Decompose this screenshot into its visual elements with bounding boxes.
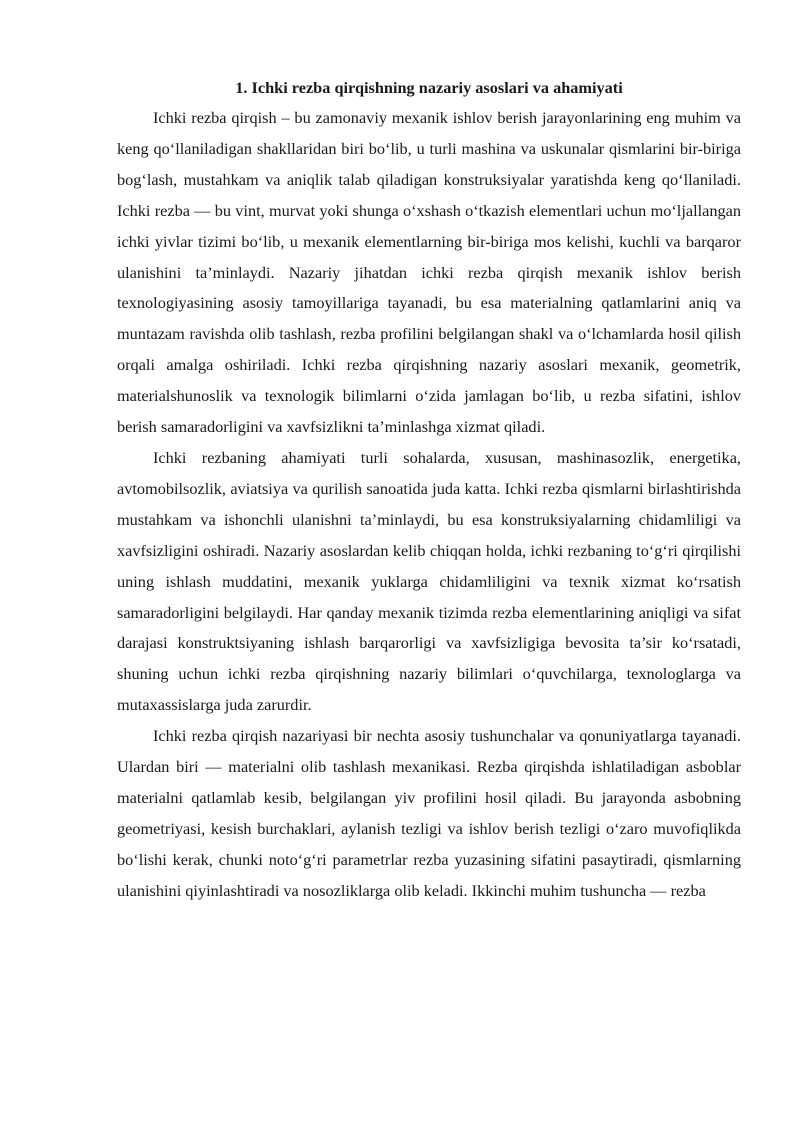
paragraph-1: Ichki rezba qirqish – bu zamonaviy mexanik ishlov berish jarayonlarining eng muhim va keng qo‘llaniladigan shakllaridan biri bo‘lib, u turli mashina va uskunalar qismlarini bir-biriga bog‘lash, mustahkam va aniqlik talab qiladigan konstruksiyalar yaratishda keng qo‘llaniladi. Ichki rezba — bu vint, murvat yoki shunga o‘xshash o‘tkazish elementlari uchun mo‘ljallangan ichki yivlar tizimi bo‘lib, u mexanik elementlarning bir-biriga mos kelishi, kuchli va barqaror ulanishini ta’minlaydi. Nazariy jihatdan ichki rezba qirqish mexanik ishlov berish texnologiyasining asosiy tamoyillariga tayanadi, bu esa materialning qatlamlarini aniq va muntazam ravishda olib tashlash, rezba profilini belgilangan shakl va o‘lchamlarda hosil qilish orqali amalga oshiriladi. Ichki rezba qirqishning nazariy asoslari mexanik, geometrik, materialshunoslik va texnologik bilimlarni o‘zida jamlagan bo‘lib, u rezba sifatini, ishlov berish samaradorligini va xavfsizlikni ta’minlashga xizmat qiladi.	[117, 108, 741, 437]
paragraph-2: Ichki rezbaning ahamiyati turli sohalarda, xususan, mashinasozlik, energetika, avtomobilsozlik, aviatsiya va qurilish sanoatida juda katta. Ichki rezba qismlarni birlashtirishda mustahkam va ishonchli ulanishni ta’minlaydi, bu esa konstruksiyalarning chidamliligi va xavfsizligini oshiradi. Nazariy asoslardan kelib chiqqan holda, ichki rezbaning to‘g‘ri qirqilishi uning ishlash muddatini, mexanik yuklarga chidamliligini va texnik xizmat ko‘rsatish samaradorligini belgilaydi. Har qanday mexanik tizimda rezba elementlarining aniqligi va sifat darajasi konstruktsiyaning ishlash barqarorligi va xavfsizligiga bevosita ta’sir ko‘rsatadi, shuning uchun ichki rezba qirqishning nazariy bilimlari o‘quvchilarga, texnologlarga va mutaxassislarga juda zarurdir.	[117, 447, 741, 715]
document-body	[117, 73, 741, 907]
paragraph-3: Ichki rezba qirqish nazariyasi bir nechta asosiy tushunchalar va qonuniyatlarga tayanadi. Ulardan biri — materialni olib tashlash mexanikasi. Rezba qirqishda ishlatiladigan asboblar materialni qatlamlab kesib, belgilangan yiv profilini hosil qiladi. Bu jarayonda asbobning geometriyasi, kesish burchaklari, aylanish tezligi va ishlov berish tezligi o‘zaro muvofiqlikda bo‘lishi kerak, chunki noto‘g‘ri parametrlar rezba yuzasining sifatini pasaytiradi, qismlarning ulanishini qiyinlashtiradi va nosozliklarga olib keladi. Ikkinchi muhim tushuncha — rezba	[117, 726, 741, 900]
section-heading: 1. Ichki rezba qirqishning nazariy asoslari va ahamiyati	[235, 78, 623, 97]
